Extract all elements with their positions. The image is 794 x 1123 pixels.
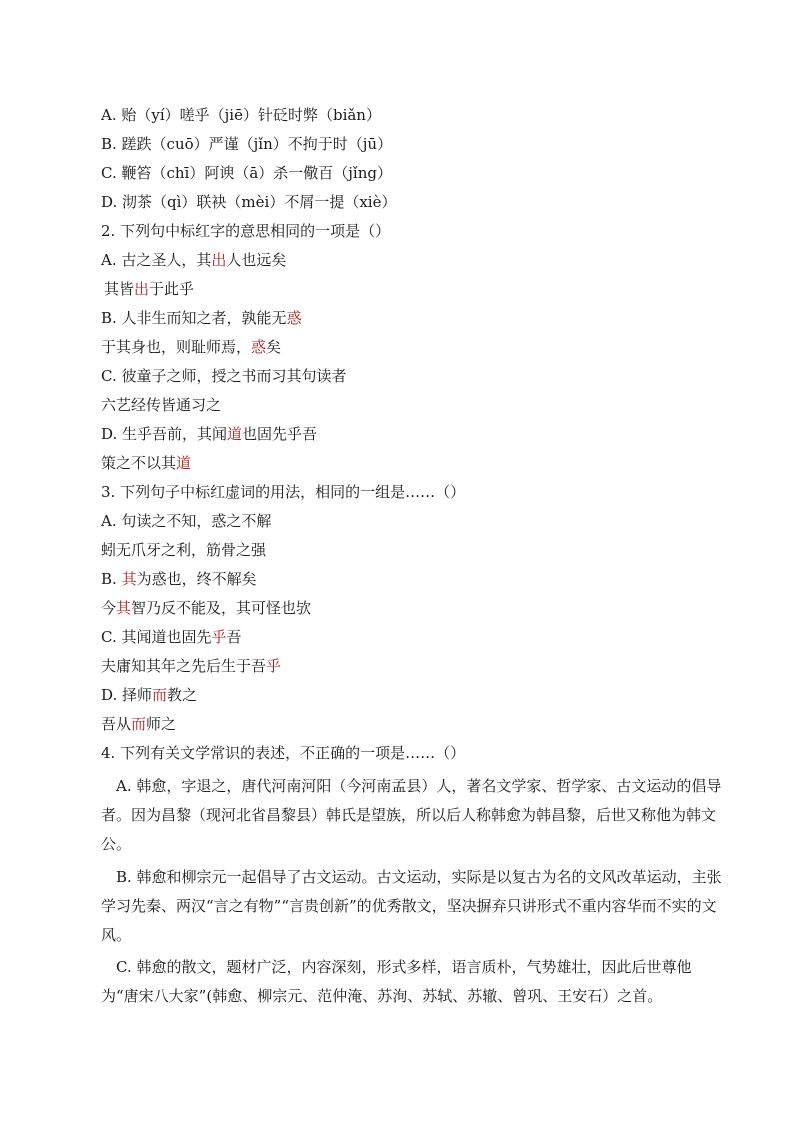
q3-option-a-line2: 蚓无爪牙之利，筋骨之强 <box>101 541 267 559</box>
q3-option-b-line1: B. 其为惑也，终不解矣 <box>101 570 257 588</box>
q2-option-c-line2: 六艺经传皆通习之 <box>101 396 222 414</box>
q2-option-c-line1: C. 彼童子之师，授之书而习其句读者 <box>101 367 347 385</box>
highlighted-word: 道 <box>176 454 192 472</box>
highlighted-word: 其 <box>116 599 132 617</box>
q4-option-b: B. 韩愈和柳宗元一起倡导了古文运动。古文运动，实际是以复古为名的文风改革运动，主张学习先秦、两汉“言之有物”“言贵创新”的优秀散文，坚决摒弃只讲形式不重内容华而不实的文风。 <box>101 868 722 944</box>
q1-option-d: D. 沏茶（qì）联袂（mèi）不屑一提（xiè） <box>101 193 397 211</box>
q2-option-a-line1: A. 古之圣人，其出人也远矣 <box>101 251 287 269</box>
highlighted-word: 出 <box>211 251 227 269</box>
q2-option-b-line1: B. 人非生而知之者，孰能无惑 <box>101 309 302 327</box>
q2-option-b-line2: 于其身也，则耻师焉，惑矣 <box>101 338 282 356</box>
q2-option-d-line2: 策之不以其道 <box>101 454 192 472</box>
q3-option-b-line2: 今其智乃反不能及，其可怪也欤 <box>101 599 312 617</box>
q3-option-d-line1: D. 择师而教之 <box>101 686 198 704</box>
highlighted-word: 惑 <box>251 338 267 356</box>
highlighted-word: 道 <box>227 425 243 443</box>
q3-option-a-line1: A. 句读之不知，惑之不解 <box>101 512 272 530</box>
q3-option-c-line1: C. 其闻道也固先乎吾 <box>101 628 242 646</box>
q4-option-a: A. 韩愈，字退之，唐代河南河阳（今河南孟县）人，著名文学家、哲学家、古文运动的倡导者。因为昌黎（现河北省昌黎县）韩氏是望族，所以后人称韩愈为韩昌黎，后世又称他为韩文公。 <box>101 777 722 853</box>
highlighted-word: 乎 <box>211 628 227 646</box>
highlighted-word: 其 <box>121 570 137 588</box>
q1-option-a: A. 贻（yí）嗟乎（jiē）针砭时弊（biǎn） <box>101 106 381 124</box>
highlighted-word: 惑 <box>286 309 302 327</box>
highlighted-word: 而 <box>131 715 147 733</box>
q1-option-b: B. 蹉跌（cuō）严谨（jǐn）不拘于时（jū） <box>101 135 393 153</box>
highlighted-word: 出 <box>134 280 150 298</box>
highlighted-word: 而 <box>152 686 168 704</box>
q4-stem: 4. 下列有关文学常识的表述，不正确的一项是……（） <box>101 744 466 762</box>
q3-option-c-line2: 夫庸知其年之先后生于吾乎 <box>101 657 282 675</box>
q1-option-c: C. 鞭笞（chī）阿谀（ā）杀一儆百（jǐng） <box>101 164 392 182</box>
highlighted-word: 乎 <box>266 657 282 675</box>
q3-option-d-line2: 吾从而师之 <box>101 715 177 733</box>
q2-stem: 2. 下列句中标红字的意思相同的一项是（） <box>101 222 391 240</box>
q2-option-a-line2: 其皆出于此乎 <box>104 280 195 298</box>
q4-option-c: C. 韩愈的散文，题材广泛，内容深刻，形式多样，语言质朴，气势雄壮，因此后世尊他为“唐宋八大家”(韩愈、柳宗元、范仲淹、苏洵、苏轼、苏辙、曾巩、王安石）之首。 <box>101 958 692 1005</box>
q2-option-d-line1: D. 生乎吾前，其闻道也固先乎吾 <box>101 425 318 443</box>
q3-stem: 3. 下列句子中标红虚词的用法，相同的一组是……（） <box>101 483 466 501</box>
